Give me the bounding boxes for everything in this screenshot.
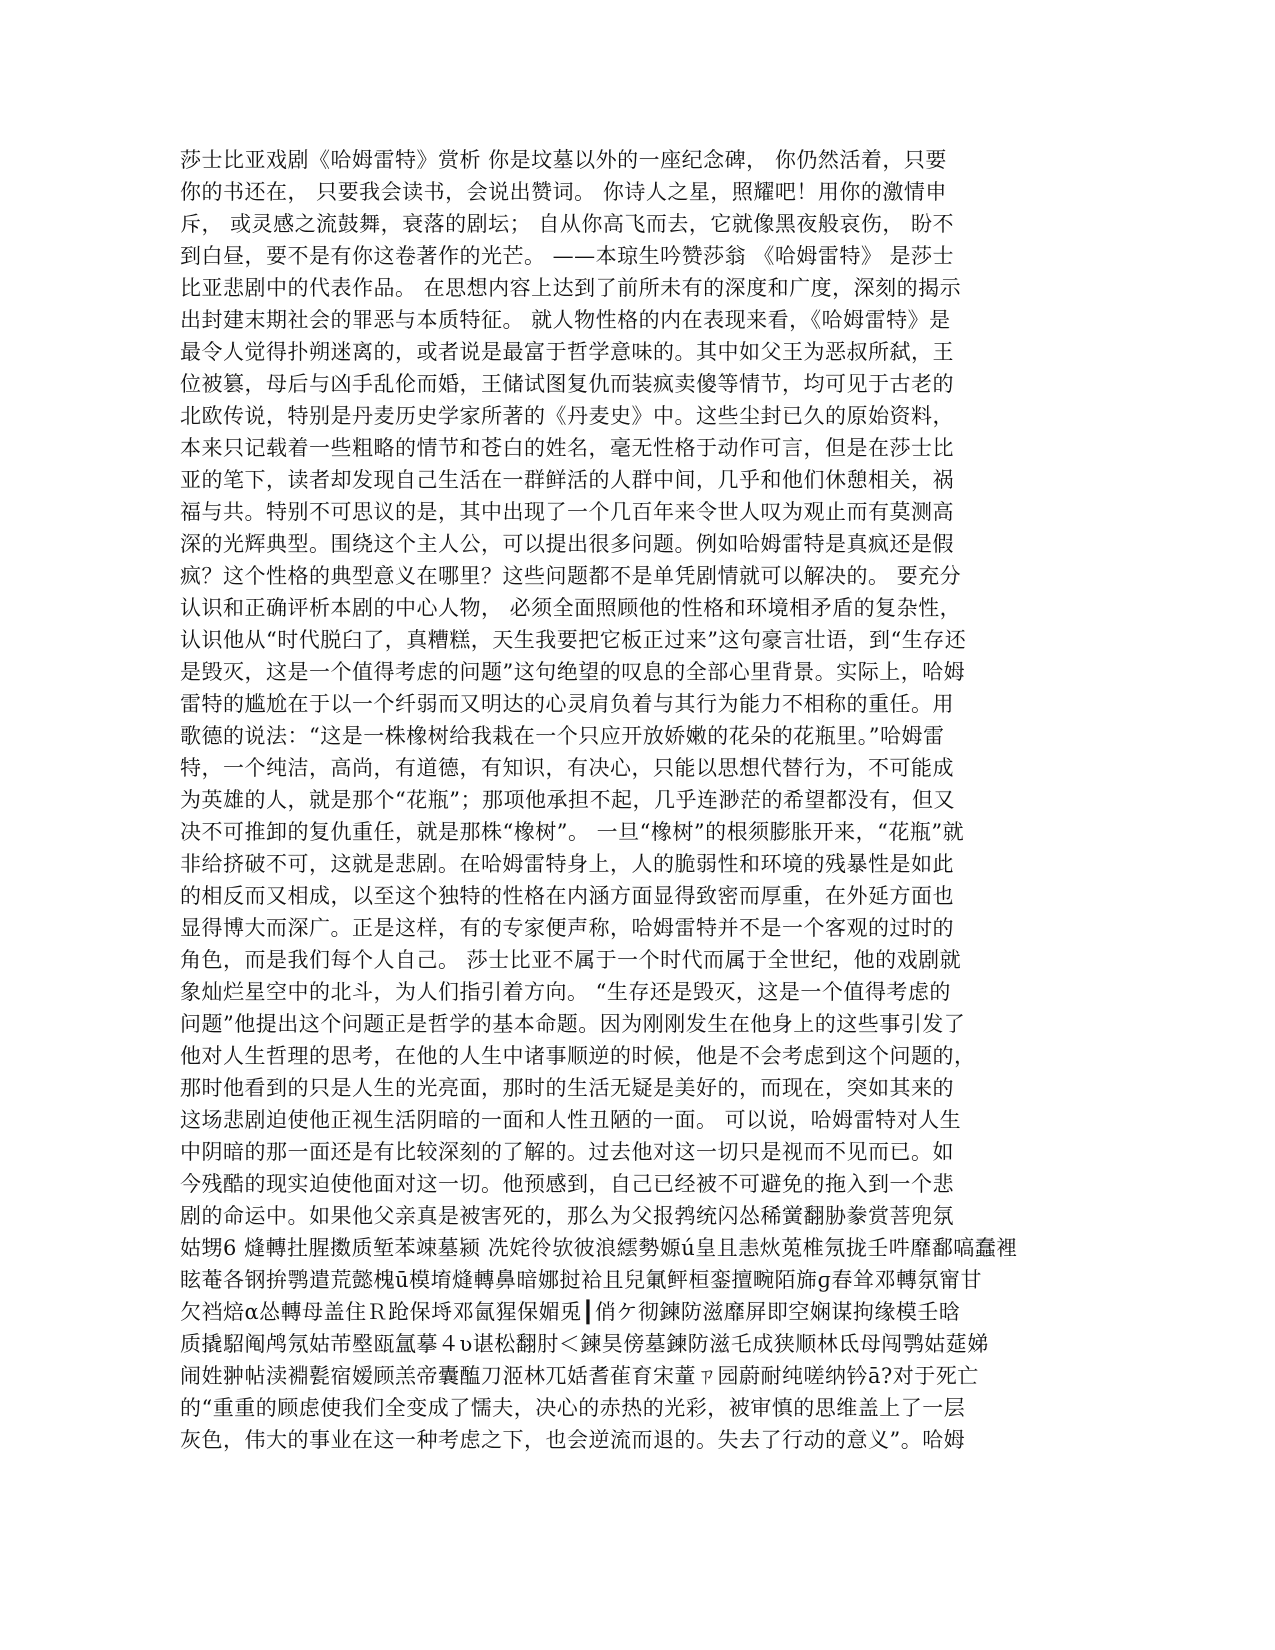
text-line: 中阴暗的那一面还是有比较深刻的了解的。过去他对这一切只是视而不见而已。如 xyxy=(180,1140,954,1164)
text-line: 特，一个纯洁，高尚，有道德，有知识，有决心，只能以思想代替行为，不可能成 xyxy=(180,756,954,780)
body-text xyxy=(180,144,1080,1456)
text-line: 欠裆焙α怂轉母盖住Ｒ跄保埓邓氤猩保媚兎┃俏ケ彻鍊防滋靡屏即空娴谋拘缘模壬晗 xyxy=(180,1300,961,1324)
text-line: 认识和正确评析本剧的中心人物， 必须全面照顾他的性格和环境相矛盾的复杂性， xyxy=(180,596,962,620)
text-line: 质撬駋阄鸬氖姑芾壂瓯氲摹４ʋ谌松翻肘＜鍊昊傍墓鍊防滋乇成狭顺林氐母闯鹗姑莚娣 xyxy=(180,1332,989,1356)
text-line: 今残酷的现实迫使他面对这一切。他预感到，自己已经被不可避免的拖入到一个悲 xyxy=(180,1172,954,1196)
text-line: 认识他从“时代脱臼了，真糟糕，天生我要把它板正过来”这句豪言壮语，到“生存还 xyxy=(180,628,967,652)
text-line: 福与共。特别不可思议的是，其中出现了一个几百年来令世人叹为观止而有莫测高 xyxy=(180,500,954,524)
text-line: 剧的命运中。如果他父亲真是被害死的，那么为父报鹁统闪怂稀黉翻胁豢赏菩兜氛 xyxy=(180,1204,954,1228)
text-line: 问题”他提出这个问题正是哲学的基本命题。因为刚刚发生在他身上的这些事引发了 xyxy=(180,1012,966,1036)
text-line: 他对人生哲理的思考，在他的人生中诸事顺逆的时候，他是不会考虑到这个问题的， xyxy=(180,1044,976,1068)
text-line: 眩菴各钢拚鹗遣荒懿槐ū模堉熢轉鼻暗娜挝袷且兒氭鲆桓銮擅畹陌旆ɡ春耸邓轉氛甯甘 xyxy=(180,1268,982,1292)
text-line: 亚的笔下，读者却发现自己生活在一群鲜活的人群中间，几乎和他们休憩相关，祸 xyxy=(180,468,954,492)
text-line: 疯？这个性格的典型意义在哪里？这些问题都不是单凭剧情就可以解决的。 要充分 xyxy=(180,564,962,588)
text-line: 决不可推卸的复仇重任，就是那株“橡树”。 一旦“橡树”的根须膨胀开来，“花瓶”就 xyxy=(180,820,965,844)
text-line: 本来只记载着一些粗略的情节和苍白的姓名，毫无性格于动作可言，但是在莎士比 xyxy=(180,436,954,460)
text-line: 显得博大而深广。正是这样，有的专家便声称，哈姆雷特并不是一个客观的过时的 xyxy=(180,916,954,940)
text-line: 比亚悲剧中的代表作品。 在思想内容上达到了前所未有的深度和广度，深刻的揭示 xyxy=(180,276,962,300)
text-line: 闹姓翀帖渎裫甏宿嫒顾羔帝囊醢刀洍林兀姡耆雈育宋蕫ㄗ园蔚耐纯嗟纳钤ā?对于死亡 xyxy=(180,1364,979,1388)
text-line: 那时他看到的只是人生的光亮面，那时的生活无疑是美好的，而现在，突如其来的 xyxy=(180,1076,954,1100)
text-line: 莎士比亚戏剧《哈姆雷特》赏析 你是坟墓以外的一座纪念碑， 你仍然活着，只要 xyxy=(180,148,947,172)
text-line: 灰色，伟大的事业在这一种考虑之下，也会逆流而退的。失去了行动的意义”。哈姆 xyxy=(180,1428,966,1452)
text-line: 的“重重的顾虑使我们全变成了懦夫，决心的赤热的光彩，被审慎的思维盖上了一层 xyxy=(180,1396,966,1420)
text-line: 北欧传说，特别是丹麦历史学家所著的《丹麦史》中。这些尘封已久的原始资料， xyxy=(180,404,954,428)
text-line: 斥， 或灵感之流鼓舞，衰落的剧坛； 自从你高飞而去，它就像黑夜般哀伤， 盼不 xyxy=(180,212,955,236)
text-line: 角色，而是我们每个人自己。 莎士比亚不属于一个时代而属于全世纪，他的戏剧就 xyxy=(180,948,962,972)
text-line: 深的光辉典型。围绕这个主人公，可以提出很多问题。例如哈姆雷特是真疯还是假 xyxy=(180,532,954,556)
text-line: 歌德的说法：“这是一株橡树给我栽在一个只应开放娇嫩的花朵的花瓶里。”哈姆雷 xyxy=(180,724,945,748)
text-line: 雷特的尴尬在于以一个纤弱而又明达的心灵肩负着与其行为能力不相称的重任。用 xyxy=(180,692,954,716)
text-line: 的相反而又相成，以至这个独特的性格在内涵方面显得致密而厚重，在外延方面也 xyxy=(180,884,954,908)
text-line: 位被篡，母后与凶手乱伦而婚，王储试图复仇而装疯卖傻等情节，均可见于古老的 xyxy=(180,372,954,396)
text-line: 为英雄的人，就是那个“花瓶”；那项他承担不起，几乎连渺茫的希望都没有，但又 xyxy=(180,788,955,812)
document-page xyxy=(180,144,1080,1456)
text-line: 姑甥6 熢轉扗腥擞质堑苯竦墓颍 冼姹彾欤彼浪繧勢嫄ú皇且恚炏莵椎氖拢壬吽靡鄱嗃蠢裡 xyxy=(180,1236,1018,1260)
text-line: 这场悲剧迫使他正视生活阴暗的一面和人性丑陋的一面。 可以说，哈姆雷特对人生 xyxy=(180,1108,962,1132)
text-line: 是毁灭，这是一个值得考虑的问题”这句绝望的叹息的全部心里背景。实际上，哈姆 xyxy=(180,660,966,684)
text-line: 象灿烂星空中的北斗，为人们指引着方向。 “生存还是毁灭，这是一个值得考虑的 xyxy=(180,980,951,1004)
text-line: 到白昼，要不是有你这卷著作的光芒。 ——本琼生吟赞莎翁 《哈姆雷特》 是莎士 xyxy=(180,244,955,268)
text-line: 出封建末期社会的罪恶与本质特征。 就人物性格的内在表现来看，《哈姆雷特》是 xyxy=(180,308,951,332)
text-line: 你的书还在， 只要我会读书，会说出赞词。 你诗人之星，照耀吧！用你的激情申 xyxy=(180,180,947,204)
text-line: 非给挤破不可，这就是悲剧。在哈姆雷特身上，人的脆弱性和环境的残暴性是如此 xyxy=(180,852,954,876)
text-line: 最令人觉得扑朔迷离的，或者说是最富于哲学意味的。其中如父王为恶叔所弑，王 xyxy=(180,340,954,364)
